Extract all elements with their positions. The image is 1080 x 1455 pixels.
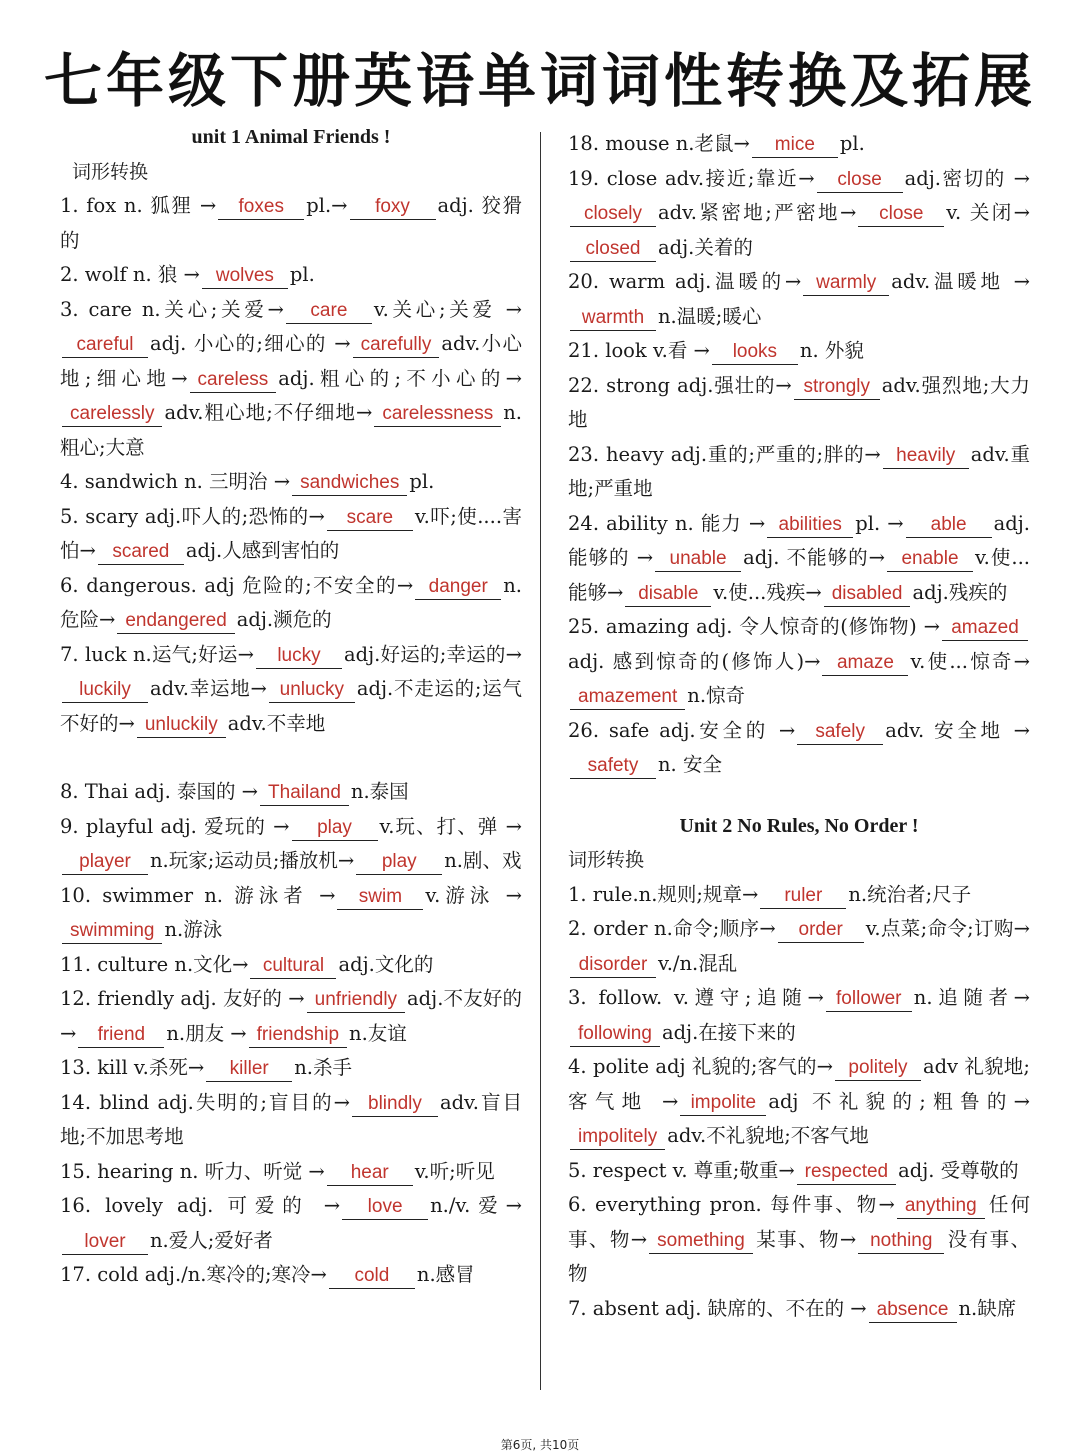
answer-blank: lover: [62, 1230, 148, 1255]
item-text: adv.紧密地;严密地→: [658, 201, 857, 224]
answer-blank: hear: [327, 1161, 413, 1186]
item-text: n.爱人;爱好者: [150, 1228, 273, 1252]
vocab-item: [568, 610, 1030, 714]
unit1-heading: unit 1 Animal Friends !: [191, 126, 391, 148]
item-text: n.粗心;大意: [60, 401, 522, 459]
answer-blank: carelessness: [374, 402, 501, 427]
page-footer: 第6页, 共10页: [500, 1438, 580, 1452]
vocab-item: [568, 265, 1030, 334]
item-text: adv.小心地;细心地→: [60, 332, 522, 390]
vocab-item: [60, 189, 522, 258]
answer-blank: following: [570, 1022, 660, 1047]
item-text: v.使...残疾→: [713, 580, 822, 604]
item-text: adj.残疾的: [912, 580, 1008, 604]
left-column: [60, 120, 522, 1293]
item-text: 12. friendly adj. 友好的 →: [60, 987, 305, 1010]
answer-blank: disable: [625, 582, 711, 607]
vocab-item: [60, 569, 522, 638]
item-text: 14. blind adj.失明的;盲目的→: [60, 1090, 350, 1114]
item-text: 15. hearing n. 听力、听觉 →: [60, 1159, 325, 1183]
answer-blank: sandwiches: [292, 471, 407, 496]
vocab-item: [568, 369, 1030, 438]
item-text: adj.好运的;幸运的→: [343, 642, 522, 666]
answer-blank: enable: [887, 547, 973, 572]
answer-blank: ruler: [760, 884, 846, 909]
item-text: 20. warm adj.温暖的→: [568, 270, 802, 293]
answer-blank: disorder: [570, 953, 656, 978]
item-text: 21. look v.看 →: [568, 339, 710, 362]
item-text: adj.在接下来的: [661, 1020, 796, 1044]
unit2-item-list: [568, 878, 1030, 1327]
item-text: 某事、物→: [754, 1227, 857, 1251]
vocab-item: [60, 948, 522, 983]
item-text: 1. fox n. 狐狸 →: [60, 194, 217, 217]
answer-blank: swimming: [62, 919, 162, 944]
item-text: pl.: [839, 132, 865, 155]
answer-blank: killer: [206, 1057, 292, 1082]
item-text: 7. luck n.运气;好运→: [60, 642, 254, 666]
item-text: 7. absent adj. 缺席的、不在的 →: [568, 1296, 867, 1320]
item-text: 6. everything pron. 每件事、物→: [568, 1193, 895, 1216]
vocab-item: [568, 507, 1030, 611]
answer-blank: friendship: [249, 1023, 347, 1048]
answer-blank: player: [62, 850, 148, 875]
vocab-item: [60, 1189, 522, 1258]
vocab-item: [60, 1086, 522, 1155]
answer-blank: wolves: [202, 264, 288, 289]
item-text: pl.→: [306, 194, 348, 217]
vocab-item: [568, 1050, 1030, 1154]
item-text: 22. strong adj.强壮的→: [568, 373, 792, 397]
vocab-item: [60, 465, 522, 500]
answer-blank: foxes: [218, 195, 304, 220]
vocab-item: [568, 1154, 1030, 1189]
item-text: n.统治者;尺子: [848, 882, 972, 906]
unit2-heading: Unit 2 No Rules, No Order !: [679, 814, 919, 837]
item-text: n. 安全: [658, 753, 722, 776]
column-divider: [540, 132, 541, 1390]
item-text: pl.: [289, 263, 315, 286]
item-text: 1. rule.n.规则;规章→: [568, 882, 759, 906]
item-text: n./v.爱→: [430, 1194, 522, 1217]
answer-blank: foxy: [350, 195, 436, 220]
item-text: 19. close adv.接近;靠近→: [568, 166, 815, 190]
answer-blank: looks: [712, 340, 798, 365]
answer-blank: friend: [78, 1023, 164, 1048]
answer-blank: play: [292, 816, 378, 841]
item-text: n.感冒: [416, 1263, 475, 1286]
item-text: n.惊奇: [687, 684, 746, 707]
vocab-item: [568, 1188, 1030, 1292]
vocab-item: [60, 500, 522, 569]
answer-blank: scared: [98, 540, 184, 565]
item-text: 11. culture n.文化→: [60, 952, 249, 976]
item-text: adv.重地;严重地: [568, 442, 1030, 500]
item-text: 9. playful adj. 爱玩的 →: [60, 814, 290, 838]
item-text: adj.文化的: [338, 952, 434, 976]
item-text: v.使...能够→: [568, 546, 1030, 604]
answer-blank: lucky: [256, 644, 342, 669]
unit2-subheading: 词形转换: [568, 849, 645, 871]
vocab-item: [60, 293, 522, 466]
answer-blank: cold: [329, 1264, 415, 1289]
item-text: adj.关着的: [658, 235, 753, 259]
item-text: 10. swimmer n. 游泳者 →: [60, 883, 336, 907]
item-text: pl.: [409, 470, 435, 493]
item-text: v./n.混乱: [658, 951, 738, 975]
vocab-item: [60, 879, 522, 948]
item-text: adv. 安全地 →: [885, 718, 1030, 742]
answer-blank: danger: [415, 575, 501, 600]
item-text: adj. 狡猾的: [60, 194, 522, 252]
item-text: n.温暖;暖心: [658, 304, 762, 328]
answer-blank: warmly: [803, 271, 889, 296]
unit1-subheading: 词形转换: [72, 160, 149, 183]
answer-blank: luckily: [62, 678, 148, 703]
answer-blank: unable: [655, 547, 741, 572]
answer-blank: able: [906, 513, 992, 538]
answer-blank: cultural: [250, 954, 336, 979]
item-text: v.点菜;命令;订购→: [865, 917, 1030, 940]
vocab-item: [568, 1292, 1030, 1327]
item-text: 4. sandwich n. 三明治 →: [60, 470, 291, 493]
item-text: adv.强烈地;大力地: [568, 373, 1030, 431]
item-text: n.缺席: [958, 1296, 1017, 1320]
vocab-item: [60, 1258, 522, 1293]
item-text: adv.温暖地 →: [891, 270, 1030, 293]
answer-blank: unlucky: [269, 678, 355, 703]
answer-blank: follower: [826, 987, 912, 1012]
item-text: 5. scary adj.吓人的;恐怖的→: [60, 504, 325, 528]
item-text: n.游泳: [164, 918, 223, 941]
item-text: adj.濒危的: [236, 608, 332, 631]
item-text: 任何事、物→: [568, 1193, 1030, 1251]
item-text: n. 外貌: [799, 339, 864, 362]
answer-blank: love: [342, 1195, 428, 1220]
answer-blank: mice: [752, 133, 838, 158]
answer-blank: scare: [327, 506, 413, 531]
answer-blank: amazement: [570, 685, 685, 710]
answer-blank: amazed: [942, 616, 1028, 641]
item-text: 2. order n.命令;顺序→: [568, 917, 776, 940]
answer-blank: care: [286, 299, 372, 324]
item-text: adv.幸运地→: [150, 677, 267, 700]
item-text: 23. heavy adj.重的;严重的;胖的→: [568, 442, 881, 466]
item-text: n.杀手: [294, 1056, 352, 1079]
item-text: v.游泳 →: [425, 883, 522, 907]
item-text: 3. follow. v.遵守;追随→: [568, 986, 824, 1009]
item-text: 2. wolf n. 狼 →: [60, 263, 200, 286]
unit1-item-list: [60, 189, 522, 1293]
item-text: v.吓;使....害怕→: [60, 504, 522, 562]
unit1-continued-list: [568, 127, 1030, 783]
vocab-item: [568, 334, 1030, 369]
answer-blank: closely: [570, 202, 656, 227]
item-text: adj. 感到惊奇的(修饰人)→: [568, 649, 821, 673]
answer-blank: unluckily: [137, 713, 226, 738]
item-text: adj. 小心的;细心的 →: [150, 332, 351, 355]
item-text: adj.粗心的;不小心的→: [278, 366, 522, 390]
item-text: adj.人感到害怕的: [185, 539, 340, 562]
item-text: v. 关闭→: [946, 201, 1030, 224]
answer-blank: safety: [570, 754, 656, 779]
item-text: 17. cold adj./n.寒冷的;寒冷→: [60, 1263, 327, 1286]
vocab-item: [568, 912, 1030, 981]
item-text: 6. dangerous. adj 危险的;不安全的→: [60, 573, 414, 597]
answer-blank: nothing: [858, 1229, 944, 1254]
answer-blank: impolite: [680, 1091, 766, 1116]
answer-blank: amaze: [822, 651, 908, 676]
item-text: n.泰国: [350, 780, 409, 803]
item-text: adj 不礼貌的;粗鲁的→: [768, 1089, 1030, 1113]
vocab-item: [568, 981, 1030, 1050]
item-text: pl. →: [855, 511, 904, 535]
answer-blank: Thailand: [260, 781, 349, 806]
answer-blank: disabled: [824, 582, 911, 607]
answer-blank: impolitely: [570, 1125, 665, 1150]
item-text: 没有事、物: [568, 1227, 1030, 1285]
vocab-item: [568, 162, 1030, 266]
answer-blank: order: [778, 918, 864, 943]
answer-blank: swim: [337, 885, 423, 910]
item-text: v.玩、打、弹 →: [379, 814, 522, 838]
answer-blank: carefully: [353, 333, 440, 358]
item-text: 3. care n.关心;关爱→: [60, 297, 284, 321]
item-text: adj.密切的 →: [904, 166, 1030, 190]
vocab-item: [60, 638, 522, 742]
vocab-item: [60, 982, 522, 1051]
answer-blank: close: [817, 168, 903, 193]
item-text: v.使...惊奇→: [910, 649, 1031, 673]
answer-blank: endangered: [117, 609, 234, 634]
item-text: 25. amazing adj. 令人惊奇的(修饰物) →: [568, 615, 940, 638]
item-text: 26. safe adj.安全的 →: [568, 718, 796, 742]
answer-blank: closed: [570, 237, 656, 262]
answer-blank: careless: [190, 368, 277, 393]
item-text: 5. respect v. 尊重;敬重→: [568, 1158, 795, 1182]
item-text: adj. 受尊敬的: [898, 1158, 1019, 1182]
item-text: adv.不礼貌地;不客气地: [667, 1124, 869, 1147]
item-text: adv.不幸地: [227, 711, 326, 735]
answer-blank: safely: [797, 720, 883, 745]
answer-blank: something: [649, 1229, 753, 1254]
answer-blank: careful: [62, 333, 148, 358]
item-text: n.朋友 →: [166, 1021, 247, 1045]
item-text: 16. lovely adj. 可爱的 →: [60, 1194, 341, 1217]
answer-blank: play: [356, 850, 442, 875]
answer-blank: anything: [897, 1194, 985, 1219]
item-text: v.关心;关爱 →: [373, 297, 523, 321]
vocab-item: [60, 258, 522, 293]
item-text: adj. 不能够的→: [743, 546, 885, 569]
item-text: n.追随者→: [913, 986, 1030, 1009]
item-text: n.剧、戏: [444, 849, 522, 872]
answer-blank: carelessly: [62, 402, 162, 427]
vocab-item: [60, 1155, 522, 1190]
answer-blank: strongly: [794, 375, 880, 400]
item-text: adv.盲目地;不加思考地: [60, 1090, 522, 1148]
item-text: 4. polite adj 礼貌的;客气的→: [568, 1055, 833, 1078]
vocab-item: [568, 714, 1030, 783]
page-title: 七年级下册英语单词词性转换及拓展: [43, 47, 1036, 115]
answer-blank: politely: [835, 1056, 921, 1081]
answer-blank: blindly: [352, 1092, 438, 1117]
item-text: n. 危险→: [60, 573, 522, 631]
item-text: adv.粗心地;不仔细地→: [164, 401, 373, 424]
right-column: [568, 127, 1030, 1326]
answer-blank: respected: [797, 1160, 896, 1185]
answer-blank: close: [858, 202, 944, 227]
answer-blank: unfriendly: [307, 988, 405, 1013]
item-text: v.听;听见: [414, 1159, 495, 1183]
vocab-item: [568, 878, 1030, 913]
item-text: adj.不走运的;运气不好的→: [60, 677, 522, 735]
item-text: n.玩家;运动员;播放机→: [150, 849, 355, 872]
item-text: 13. kill v.杀死→: [60, 1056, 205, 1079]
vocab-item: [60, 775, 522, 810]
item-text: 18. mouse n.老鼠→: [568, 132, 750, 155]
answer-blank: warmth: [570, 306, 656, 331]
answer-blank: abilities: [767, 513, 853, 538]
item-text: adj.不友好的→: [60, 987, 522, 1045]
answer-blank: absence: [869, 1298, 957, 1323]
vocab-item: [568, 127, 1030, 162]
item-text: n.友谊: [349, 1021, 407, 1045]
vocab-item: [60, 1051, 522, 1086]
item-text: adv 礼貌地;客气地 →: [568, 1055, 1030, 1113]
vocab-item: [60, 810, 522, 879]
vocab-item: [568, 438, 1030, 507]
item-text: 8. Thai adj. 泰国的 →: [60, 780, 259, 803]
item-text: 24. ability n. 能力 →: [568, 511, 766, 535]
answer-blank: heavily: [883, 444, 969, 469]
item-text: adj. 能够的 →: [568, 511, 1030, 569]
